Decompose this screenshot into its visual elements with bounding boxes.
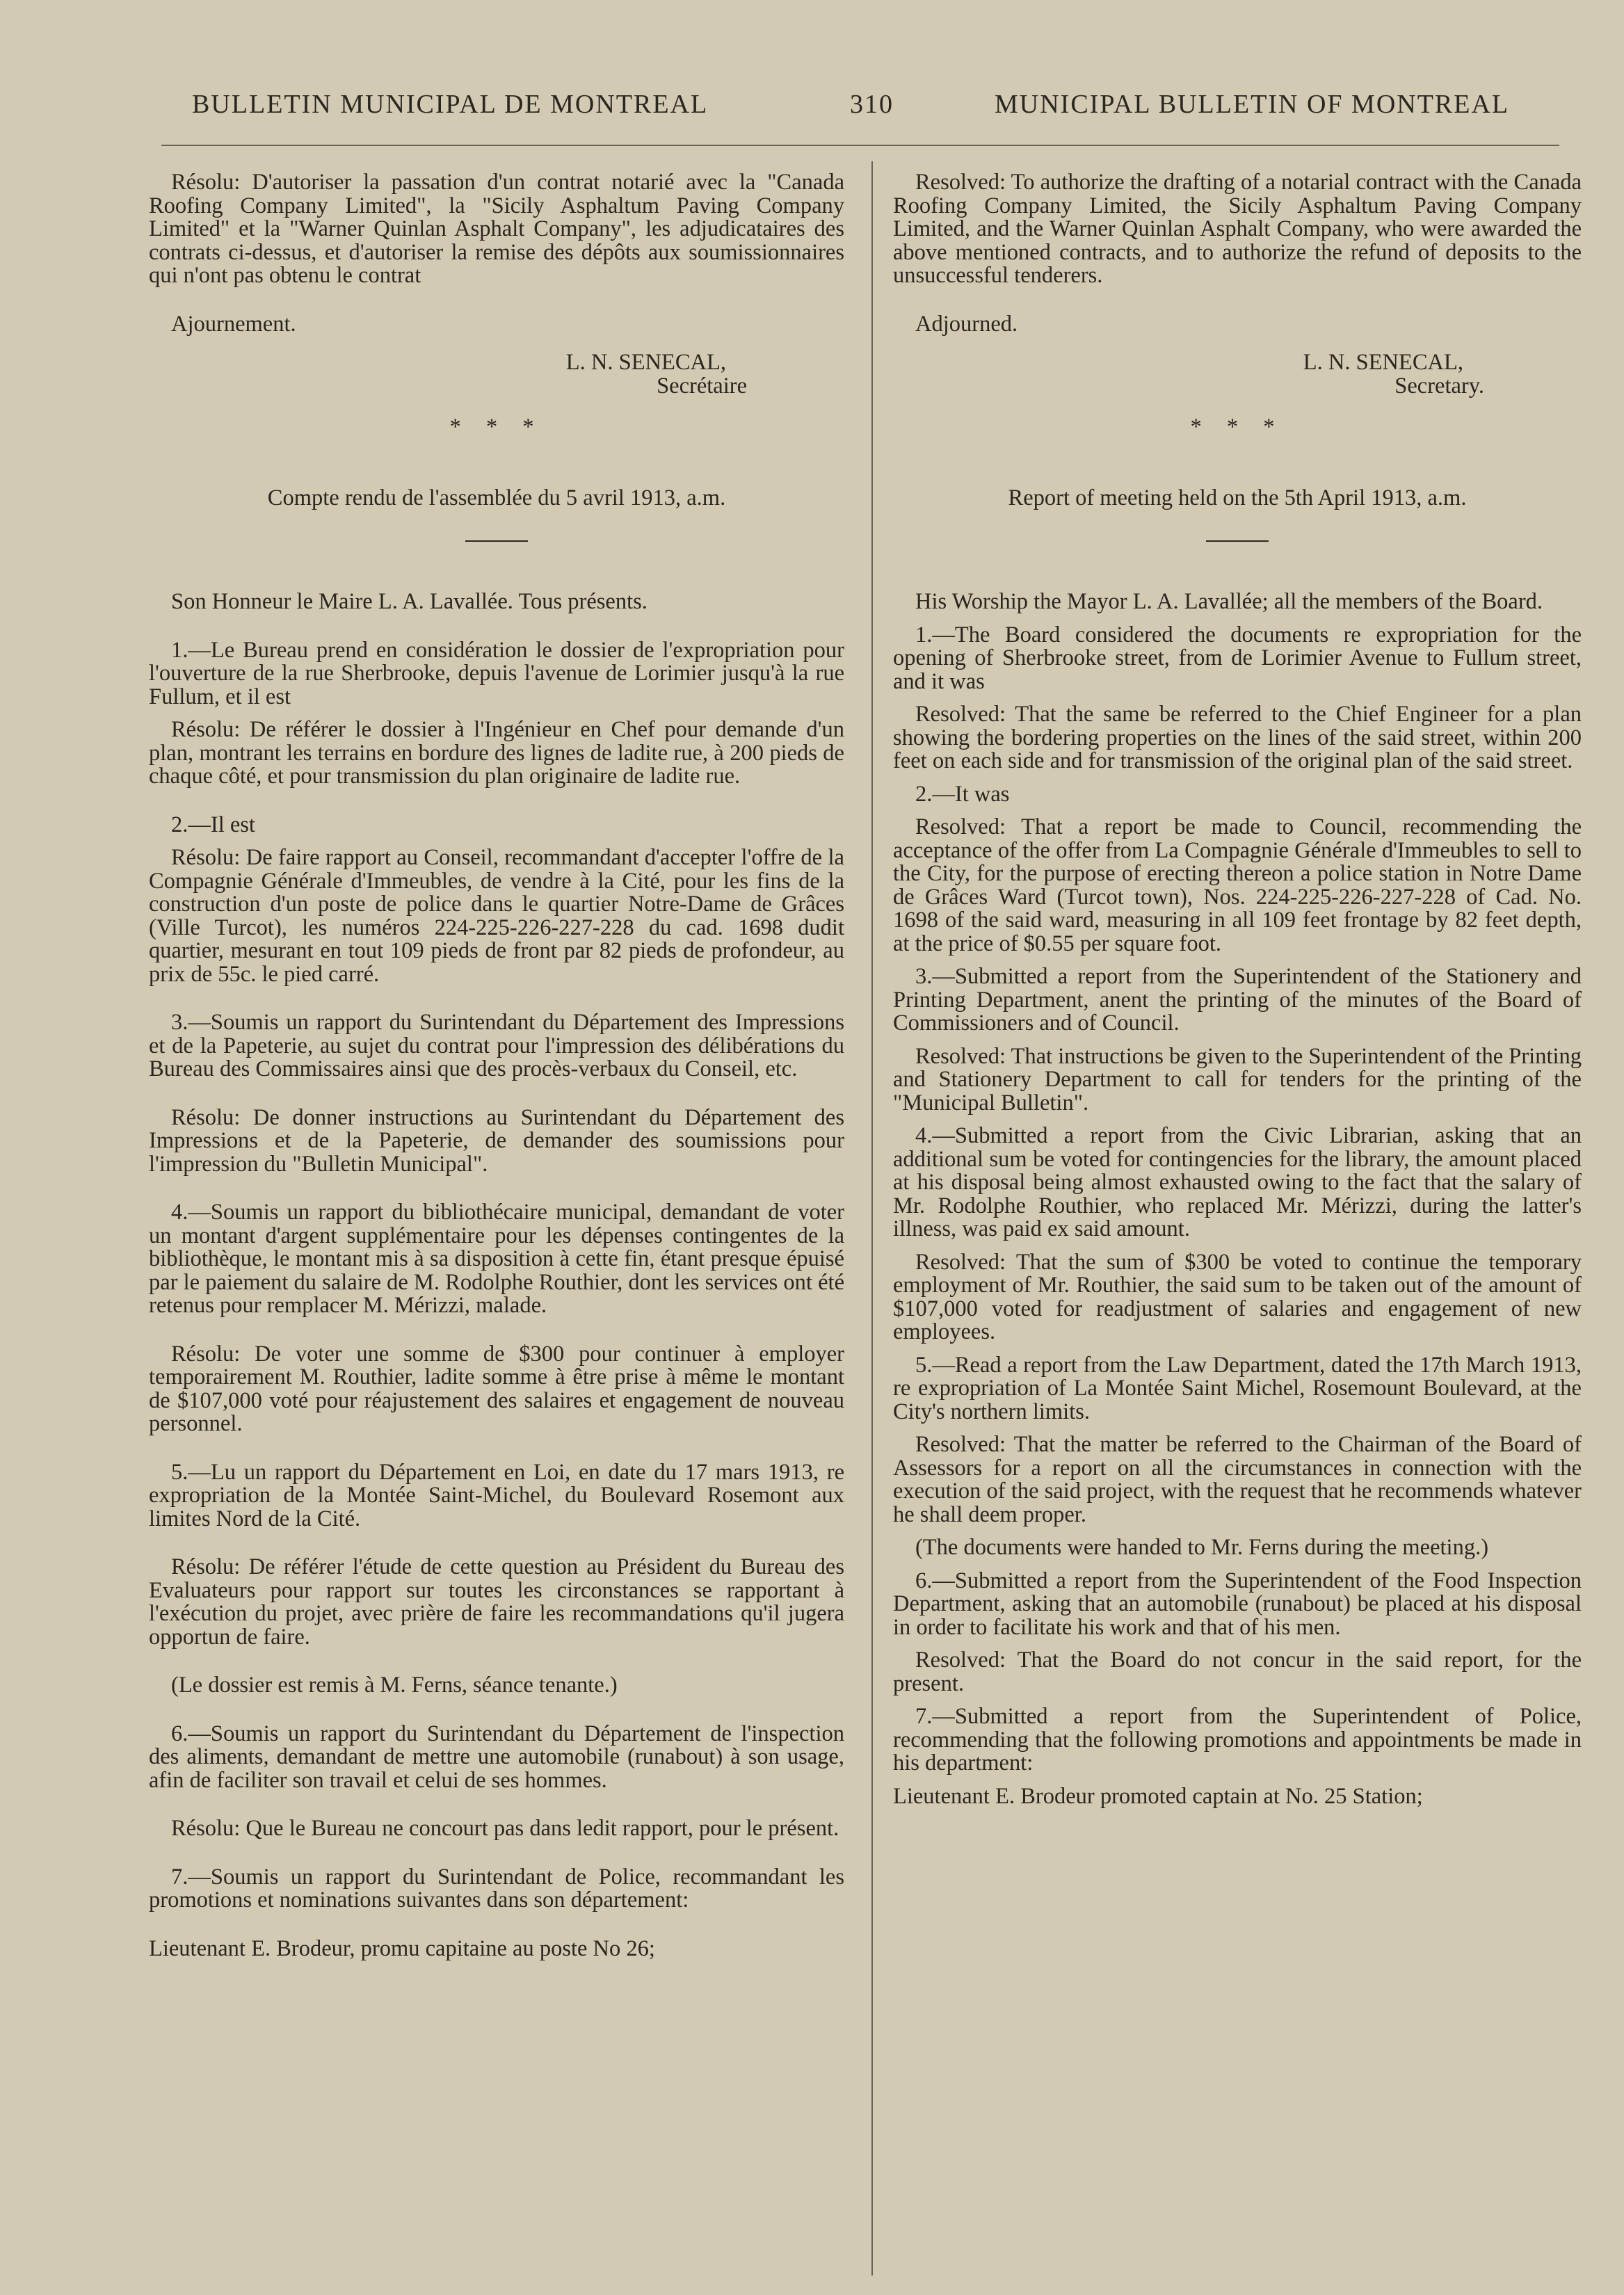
en-item-2: 2.—It was xyxy=(915,781,1010,807)
en-signature-name: L. N. SENECAL, xyxy=(1303,350,1463,375)
en-item-5: 5.—Read a report from the Law Department, dated the 17th March 1913, re expropriation of La Montée Saint Michel, Rosemount Boulevard, at the City's northern limits. xyxy=(893,1352,1582,1424)
en-short-rule xyxy=(1206,540,1269,542)
en-adjournment: Adjourned. xyxy=(915,311,1018,337)
fr-item-6: 6.—Soumis un rapport du Surintendant du Département de l'inspection des aliments, demandant de mettre une automobile (runabout) à son usage, afin de faciliter son travail et celui de ses hommes. xyxy=(149,1721,844,1793)
en-item-7: 7.—Submitted a report from the Superintendent of Police, recommending that the following promotions and appointments be made in his department: xyxy=(893,1704,1582,1775)
header-english-title: MUNICIPAL BULLETIN OF MONTREAL xyxy=(995,90,1510,119)
en-item-4-resolution: Resolved: That the sum of $300 be voted to continue the temporary employment of Mr. Routhier, the said sum to be taken out of the amount of $107,000 voted for readjustment of salaries and engagement of new employees. xyxy=(893,1249,1582,1344)
en-meeting-title: Report of meeting held on the 5th April 1913, a.m. xyxy=(1008,485,1467,510)
fr-item-5-resolution: Résolu: De référer l'étude de cette question au Président du Bureau des Evaluateurs pour rapport sur toutes les circonstances se rapportant à l'exécution du projet, avec prière de faire les recommandations qu'il jugera opportun de faire. xyxy=(149,1554,844,1650)
fr-signature-name: L. N. SENECAL, xyxy=(565,350,726,375)
fr-signature-title: Secrétaire xyxy=(657,373,747,398)
fr-resolution-contract: Résolu: D'autoriser la passation d'un contrat notarié avec la "Canada Roofing Company Limited", la "Sicily Asphaltum Paving Company Limited" et la "Warner Quinlan Asphalt Company", les adjudicataires des contrats ci-dessus, et d'autoriser la remise des dépôts aux soumissionnaires qui n'ont pas obtenu le contrat xyxy=(149,170,844,288)
fr-item-3: 3.—Soumis un rapport du Surintendant du Département des Impressions et de la Papeterie, au sujet du contrat pour l'impression des délibérations du Bureau des Commissaires ainsi que des procès-verbaux du Conseil, etc. xyxy=(149,1010,844,1081)
english-column xyxy=(893,171,1582,1833)
fr-section-separator: * * * xyxy=(449,414,544,440)
en-item-4: 4.—Submitted a report from the Civic Librarian, asking that an additional sum be voted for contingencies for the library, the amount placed at his disposal being almost exhausted owing to the fact that the salary of Mr. Rodolphe Routhier, who replaced Mr. Mérizzi, during the latter's illness, was paid ex said amount. xyxy=(893,1123,1582,1241)
en-item-1-resolution: Resolved: That the same be referred to the Chief Engineer for a plan showing the bordering properties on the lines of the said street, within 200 feet on each side and for transmission of the original plan of the said street. xyxy=(893,702,1582,773)
en-signature-title: Secretary. xyxy=(1394,373,1484,398)
fr-item-4-resolution: Résolu: De voter une somme de $300 pour continuer à employer temporairement M. Routhier, ladite somme à être prise à même le montant de $107,000 voté pour réajustement des salaires et engagement de nouveau personnel. xyxy=(149,1341,844,1436)
en-item-3-resolution: Resolved: That instructions be given to the Superintendent of the Printing and Stationery Department to call for tenders for the printing of the "Municipal Bulletin". xyxy=(893,1043,1582,1116)
fr-item-5-note: (Le dossier est remis à M. Ferns, séance tenante.) xyxy=(171,1673,618,1698)
en-attendance: His Worship the Mayor L. A. Lavallée; all the members of the Board. xyxy=(915,589,1543,614)
fr-item-7: 7.—Soumis un rapport du Surintendant de Police, recommandant les promotions et nominations suivantes dans son département: xyxy=(149,1864,844,1912)
fr-meeting-title: Compte rendu de l'assemblée du 5 avril 1913, a.m. xyxy=(267,485,726,510)
fr-item-7-promotion: Lieutenant E. Brodeur, promu capitaine au poste No 26; xyxy=(149,1935,655,1961)
header-french-title: BULLETIN MUNICIPAL DE MONTREAL xyxy=(192,90,709,119)
fr-item-2: 2.—Il est xyxy=(171,812,255,837)
en-item-6-resolution: Resolved: That the Board do not concur in the said report, for the present. xyxy=(893,1648,1582,1696)
en-item-5-resolution: Resolved: That the matter be referred to the Chairman of the Board of Assessors for a report on all the circumstances in connection with the execution of the said project, with the request that he recommends whatever he shall deem proper. xyxy=(893,1432,1582,1527)
column-divider xyxy=(871,161,873,2276)
en-item-7-promotion: Lieutenant E. Brodeur promoted captain at No. 25 Station; xyxy=(893,1783,1423,1809)
fr-item-1: 1.—Le Bureau prend en considération le dossier de l'expropriation pour l'ouverture de la rue Sherbrooke, depuis l'avenue de Lorimier jusqu'à la rue Fullum, et il est xyxy=(149,637,844,709)
header-rule xyxy=(161,145,1559,146)
en-item-1: 1.—The Board considered the documents re expropriation for the opening of Sherbrooke street, from de Lorimier Avenue to Fullum street, and it was xyxy=(893,622,1582,694)
fr-short-rule xyxy=(465,540,528,542)
fr-item-1-resolution: Résolu: De référer le dossier à l'Ingénieur en Chef pour demande d'un plan, montrant les terrains en bordure des lignes de ladite rue, à 200 pieds de chaque côté, et pour transmission du plan originaire de ladite rue. xyxy=(149,717,844,789)
french-column xyxy=(149,171,844,1986)
fr-item-6-resolution: Résolu: Que le Bureau ne concourt pas dans ledit rapport, pour le présent. xyxy=(171,1816,839,1841)
page-header xyxy=(0,89,1624,131)
en-resolution-contract: Resolved: To authorize the drafting of a notarial contract with the Canada Roofing Company Limited, the Sicily Asphaltum Paving Company Limited, and the Warner Quinlan Asphalt Company, who were awarded the above mentioned contracts, and to authorize the refund of deposits to the unsuccessful tenderers. xyxy=(893,170,1582,288)
fr-attendance: Son Honneur le Maire L. A. Lavallée. Tous présents. xyxy=(171,589,648,614)
fr-item-5: 5.—Lu un rapport du Département en Loi, en date du 17 mars 1913, re expropriation de la Montée Saint-Michel, du Boulevard Rosemont aux limites Nord de la Cité. xyxy=(149,1459,844,1531)
en-section-separator: * * * xyxy=(1190,414,1285,440)
fr-adjournment: Ajournement. xyxy=(171,311,296,337)
en-item-6: 6.—Submitted a report from the Superintendent of the Food Inspection Department, asking that an automobile (runabout) be placed at his disposal in order to facilitate his work and that of his men. xyxy=(893,1568,1582,1640)
en-item-2-resolution: Resolved: That a report be made to Council, recommending the acceptance of the offer from La Compagnie Générale d'Immeubles to sell to the City, for the purpose of erecting thereon a police station in Notre Dame de Grâces Ward (Turcot town), Nos. 224-225-226-227-228 of Cad. No. 1698 of the said ward, measuring in all 109 feet frontage by 82 feet depth, at the price of $0.55 per square foot. xyxy=(893,814,1582,956)
fr-item-2-resolution: Résolu: De faire rapport au Conseil, recommandant d'accepter l'offre de la Compagnie Générale d'Immeubles, de vendre à la Cité, pour les fins de la construction d'un poste de police dans le quartier Notre-Dame de Grâces (Ville Turcot), les numéros 224-225-226-227-228 du cad. 1698 dudit quartier, mesurant en tout 109 pieds de front par 82 pieds de profondeur, au prix de 55c. le pied carré. xyxy=(149,845,844,987)
en-item-3: 3.—Submitted a report from the Superintendent of the Stationery and Printing Department, anent the printing of the minutes of the Board of Commissioners and of Council. xyxy=(893,964,1582,1036)
en-item-5-note: (The documents were handed to Mr. Ferns during the meeting.) xyxy=(915,1535,1489,1560)
page-number: 310 xyxy=(850,90,894,119)
fr-item-3-resolution: Résolu: De donner instructions au Surintendant du Département des Impressions et de la Papeterie, de demander des soumissions pour l'impression du "Bulletin Municipal". xyxy=(149,1104,844,1177)
fr-item-4: 4.—Soumis un rapport du bibliothécaire municipal, demandant de voter un montant d'argent supplémentaire pour les dépenses contingentes de la bibliothèque, le montant mis à sa disposition à cette fin, étant presque épuisé par le paiement du salaire de M. Rodolphe Routhier, dont les services ont été retenus pour remplacer M. Mérizzi, malade. xyxy=(149,1200,844,1318)
